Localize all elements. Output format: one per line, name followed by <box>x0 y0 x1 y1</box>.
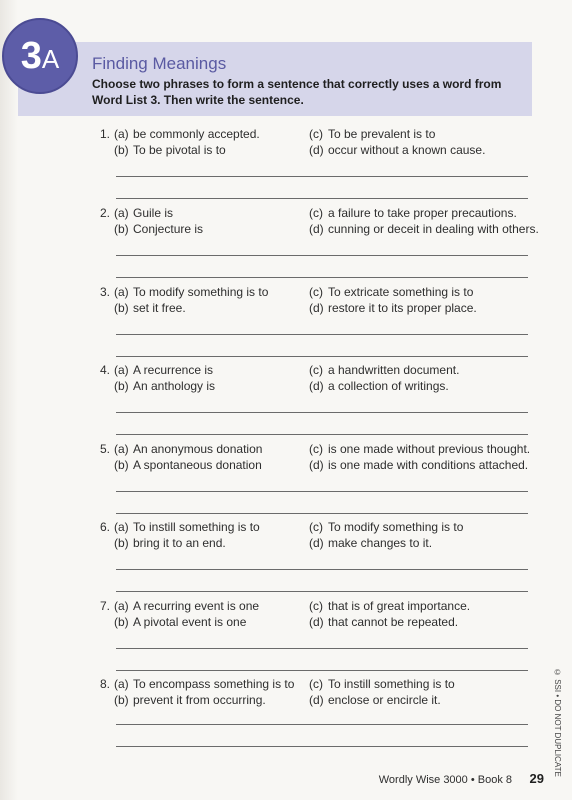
exercise-8 <box>100 676 530 708</box>
exercise-number: 4. <box>100 363 111 377</box>
book-footer <box>379 774 512 786</box>
option-c-text: To modify something is to <box>328 520 464 534</box>
option-d-label: (d) <box>309 615 324 629</box>
option-c-text: To instill something is to <box>328 677 455 691</box>
option-b-label: (b) <box>114 458 129 472</box>
exercise-number: 3. <box>100 285 111 299</box>
option-a-label: (a) <box>114 285 129 299</box>
option-a-text: To modify something is to <box>133 285 269 299</box>
badge-letter: A <box>41 43 60 74</box>
option-b-text: set it free. <box>133 301 186 315</box>
option-c-text: is one made without previous thought. <box>328 442 531 456</box>
copyright-note: © SSI • DO NOT DUPLICATE <box>553 668 562 777</box>
option-row-bd <box>100 614 530 630</box>
exercise-number: 1. <box>100 127 111 141</box>
option-d-text: a collection of writings. <box>328 379 449 393</box>
answer-line[interactable] <box>116 569 528 570</box>
option-row-bd <box>100 300 530 316</box>
option-d-label: (d) <box>309 379 324 393</box>
option-b-text: prevent it from occurring. <box>133 693 266 707</box>
answer-line[interactable] <box>116 746 528 747</box>
option-row-bd <box>100 457 530 473</box>
option-d-text: make changes to it. <box>328 536 433 550</box>
option-row-ac <box>100 598 530 614</box>
option-c-text: To extricate something is to <box>328 285 474 299</box>
option-d-text: that cannot be repeated. <box>328 615 459 629</box>
answer-line[interactable] <box>116 724 528 725</box>
option-a-text: Guile is <box>133 206 174 220</box>
option-d-text: restore it to its proper place. <box>328 301 477 315</box>
option-a-label: (a) <box>114 206 129 220</box>
option-a-text: A recurring event is one <box>133 599 260 613</box>
exercise-number: 5. <box>100 442 111 456</box>
option-row-ac <box>100 519 530 535</box>
option-a-label: (a) <box>114 677 129 691</box>
option-d-label: (d) <box>309 222 324 236</box>
exercise-2 <box>100 205 539 237</box>
option-a-text: An anonymous donation <box>133 442 263 456</box>
option-row-ac <box>100 441 530 457</box>
option-row-ac <box>100 126 530 142</box>
option-c-text: a failure to take proper precautions. <box>328 206 517 220</box>
answer-line[interactable] <box>116 513 528 514</box>
option-d-label: (d) <box>309 143 324 157</box>
option-d-label: (d) <box>309 693 324 707</box>
option-b-label: (b) <box>114 379 129 393</box>
option-c-text: that is of great importance. <box>328 599 471 613</box>
answer-line[interactable] <box>116 356 528 357</box>
option-b-label: (b) <box>114 615 129 629</box>
option-a-label: (a) <box>114 442 129 456</box>
option-a-label: (a) <box>114 520 129 534</box>
option-row-bd <box>100 692 530 708</box>
option-a-label: (a) <box>114 363 129 377</box>
option-d-text: cunning or deceit in dealing with others. <box>328 222 539 236</box>
option-a-label: (a) <box>114 127 129 141</box>
option-row-bd <box>100 378 530 394</box>
option-d-label: (d) <box>309 301 324 315</box>
answer-line[interactable] <box>116 334 528 335</box>
option-a-text: A recurrence is <box>133 363 214 377</box>
answer-line[interactable] <box>116 491 528 492</box>
instructions: Choose two phrases to form a sentence that correctly uses a word from Word List 3. Then write the sentence. <box>92 77 502 107</box>
option-b-text: An anthology is <box>133 379 216 393</box>
answer-line[interactable] <box>116 198 528 199</box>
option-b-text: Conjecture is <box>133 222 204 236</box>
option-c-label: (c) <box>309 520 323 534</box>
answer-line[interactable] <box>116 412 528 413</box>
option-c-label: (c) <box>309 285 323 299</box>
option-b-label: (b) <box>114 301 129 315</box>
option-row-bd <box>100 142 530 158</box>
option-a-text: be commonly accepted. <box>133 127 260 141</box>
section-title: Finding Meanings <box>92 54 227 73</box>
answer-line[interactable] <box>116 176 528 177</box>
exercise-number: 2. <box>100 206 111 220</box>
option-b-text: To be pivotal is to <box>133 143 226 157</box>
answer-line[interactable] <box>116 591 528 592</box>
option-c-label: (c) <box>309 599 323 613</box>
answer-line[interactable] <box>116 277 528 278</box>
option-a-label: (a) <box>114 599 129 613</box>
option-row-bd <box>100 221 539 237</box>
option-c-label: (c) <box>309 442 323 456</box>
answer-line[interactable] <box>116 255 528 256</box>
option-row-bd <box>100 535 530 551</box>
option-c-text: a handwritten document. <box>328 363 460 377</box>
exercise-3 <box>100 284 530 316</box>
exercise-number: 8. <box>100 677 111 691</box>
badge-number: 3 <box>20 34 41 77</box>
exercise-1 <box>100 126 530 158</box>
exercise-7 <box>100 598 530 630</box>
option-d-text: is one made with conditions attached. <box>328 458 529 472</box>
exercise-4 <box>100 362 530 394</box>
option-b-text: bring it to an end. <box>133 536 226 550</box>
lesson-badge <box>2 18 78 94</box>
option-row-ac <box>100 676 530 692</box>
option-a-text: To encompass something is to <box>133 677 295 691</box>
option-c-text: To be prevalent is to <box>328 127 436 141</box>
option-c-label: (c) <box>309 206 323 220</box>
book-title: Wordly Wise 3000 • Book 8 <box>378 774 512 786</box>
option-row-ac <box>100 362 530 378</box>
answer-line[interactable] <box>116 648 528 649</box>
exercise-number: 6. <box>100 520 111 534</box>
exercise-6 <box>100 519 530 551</box>
option-c-label: (c) <box>309 677 323 691</box>
exercise-5 <box>100 441 530 473</box>
option-c-label: (c) <box>309 127 323 141</box>
option-b-text: A spontaneous donation <box>133 458 262 472</box>
option-d-label: (d) <box>309 536 324 550</box>
option-b-label: (b) <box>114 536 129 550</box>
option-b-text: A pivotal event is one <box>133 615 247 629</box>
option-c-label: (c) <box>309 363 323 377</box>
answer-line[interactable] <box>116 434 528 435</box>
option-row-ac <box>100 284 530 300</box>
option-d-text: enclose or encircle it. <box>328 693 441 707</box>
option-b-label: (b) <box>114 143 129 157</box>
option-b-label: (b) <box>114 693 129 707</box>
exercise-number: 7. <box>100 599 111 613</box>
answer-line[interactable] <box>116 670 528 671</box>
option-d-label: (d) <box>309 458 324 472</box>
option-a-text: To instill something is to <box>133 520 260 534</box>
page-number: 29 <box>529 771 544 786</box>
option-row-ac <box>100 205 530 221</box>
option-d-text: occur without a known cause. <box>328 143 486 157</box>
option-b-label: (b) <box>114 222 129 236</box>
